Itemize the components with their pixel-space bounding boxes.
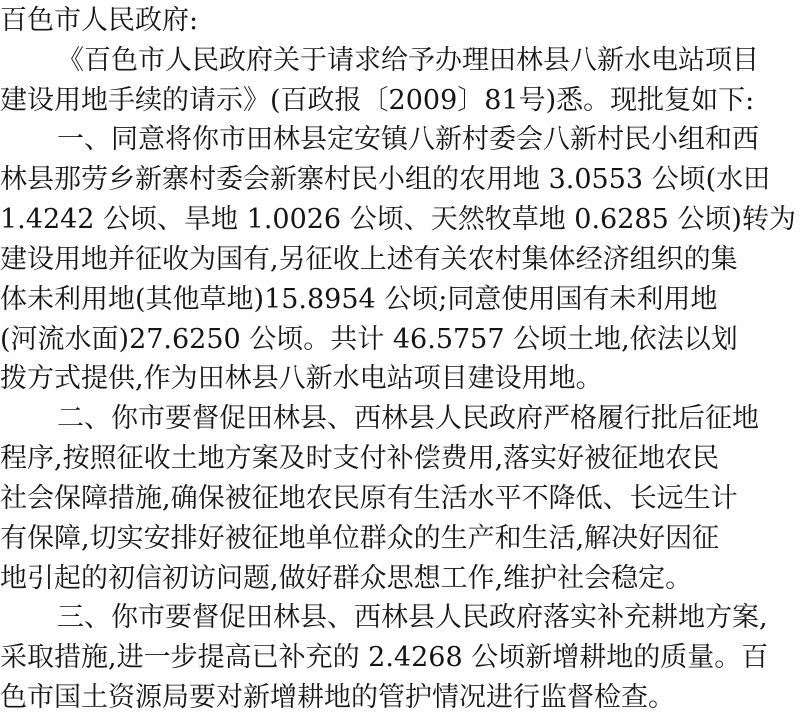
document-text-line-10: 二、你市要督促田林县、西林县人民政府严格履行批后征地 (57, 403, 759, 434)
document-text-line-11: 程序,按照征收土地方案及时支付补偿费用,落实好被征地农民 (0, 443, 720, 474)
document-text-line-9: 拨方式提供,作为田林县八新水电站项目建设用地。 (0, 363, 603, 394)
document-text-line-8: (河流水面)27.6250 公顷。共计 46.5757 公顷土地,依法以划 (0, 324, 738, 355)
document-text-line-14: 地引起的初信初访问题,做好群众思想工作,维护社会稳定。 (0, 563, 693, 594)
addressee-line: 百色市人民政府: (0, 5, 199, 36)
document-text-line-13: 有保障,切实安排好被征地单位群众的生产和生活,解决好因征 (0, 523, 720, 554)
document-text-line-4: 林县那劳乡新寨村委会新寨村民小组的农用地 3.0553 公顷(水田 (0, 164, 771, 195)
document-text-line-2: 建设用地手续的请示》(百政报〔2009〕81号)悉。现批复如下: (0, 85, 755, 116)
document-text-line-6: 建设用地并征收为国有,另征收上述有关农村集体经济组织的集 (0, 244, 738, 275)
document-text-line-3: 一、同意将你市田林县定安镇八新村委会八新村民小组和西 (57, 124, 759, 155)
document-text-line-1: 《百色市人民政府关于请求给予办理田林县八新水电站项目 (57, 45, 759, 76)
document-text-line-5: 1.4242 公顷、旱地 1.0026 公顷、天然牧草地 0.6285 公顷)转为 (0, 204, 796, 235)
document-text-line-16: 采取措施,进一步提高已补充的 2.4268 公顷新增耕地的质量。百 (0, 642, 769, 673)
document-text-line-17: 色市国土资源局要对新增耕地的管护情况进行监督检查。 (0, 682, 675, 713)
document-text-line-15: 三、你市要督促田林县、西林县人民政府落实补充耕地方案, (57, 602, 768, 633)
document-text-line-7: 体未利用地(其他草地)15.8954 公顷;同意使用国有未利用地 (0, 284, 718, 315)
document-text-line-12: 社会保障措施,确保被征地农民原有生活水平不降低、长远生计 (0, 483, 738, 514)
